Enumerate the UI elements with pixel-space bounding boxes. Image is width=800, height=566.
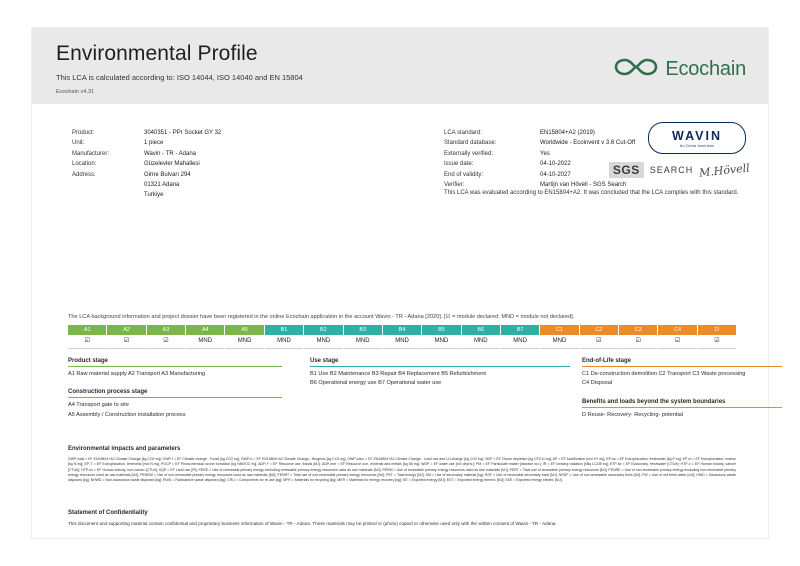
product-stage-title: Product stage: [68, 358, 282, 367]
module-mark: ☑: [698, 335, 736, 349]
meta-key: Location:: [72, 161, 97, 168]
infinity-icon: [614, 56, 658, 83]
module-mark: MND: [304, 335, 342, 349]
module-cell: [186, 325, 225, 349]
module-mark: MND: [540, 335, 578, 349]
module-cell: [107, 325, 146, 349]
product-stage-section: [68, 358, 282, 420]
verification-note: This LCA was evaluated according to EN15804+A2. It was concluded that the LCA complies with this standard.: [444, 190, 739, 196]
lca-metadata: [444, 128, 635, 190]
use-stage-item-1: B1 Use B2 Maintenance B3 Repair B4 Replacement B5 Refurbishment: [310, 371, 486, 377]
meta-key: Verifier:: [444, 182, 465, 189]
use-stage-title: Use stage: [310, 358, 570, 367]
module-code: B4: [383, 325, 421, 335]
use-stage-item-2: B6 Operational energy use B7 Operational water use: [310, 380, 442, 387]
wavin-logo-tagline: An Orbia business: [679, 143, 715, 148]
construction-stage-title: Construction process stage: [68, 389, 282, 398]
meta-value: Martijn van Hövell - SGS Search: [540, 182, 627, 189]
module-cell: [68, 325, 107, 349]
module-mark: ☑: [147, 335, 185, 349]
module-cell: [658, 325, 697, 349]
page-title: Environmental Profile: [56, 42, 258, 65]
meta-item: [72, 149, 221, 159]
construction-stage-item-1: A4 Transport gate to site: [68, 402, 129, 409]
module-mark: MND: [344, 335, 382, 349]
module-cell: [619, 325, 658, 349]
module-code: D: [698, 325, 736, 335]
module-cell: [304, 325, 343, 349]
module-mark: MND: [265, 335, 303, 349]
wavin-logo-name: WAVIN: [671, 128, 723, 143]
meta-item: [444, 149, 635, 159]
module-code: B6: [462, 325, 500, 335]
module-cell: [383, 325, 422, 349]
meta-value: 3040351 - PPr Socket GY 32: [144, 130, 222, 136]
meta-item: [444, 159, 635, 169]
eol-stage-section: [582, 358, 782, 420]
meta-item: [72, 170, 221, 180]
module-mark: ☑: [107, 335, 145, 349]
verifier-marks: [609, 162, 750, 178]
module-mark: ☑: [580, 335, 618, 349]
module-code: A1: [68, 325, 106, 335]
meta-item: [444, 138, 635, 148]
meta-item: [72, 159, 221, 169]
meta-value: EN15804+A2 (2019): [540, 130, 595, 136]
meta-key: LCA standard:: [444, 130, 483, 136]
meta-key: Standard database:: [444, 140, 497, 147]
module-code: B1: [265, 325, 303, 335]
module-code: B2: [304, 325, 342, 335]
module-mark: MND: [501, 335, 539, 349]
wavin-logo: [648, 122, 746, 154]
meta-item: [72, 128, 221, 138]
module-mark: MND: [462, 335, 500, 349]
module-code: C1: [540, 325, 578, 335]
brand-name: Ecochain: [665, 58, 746, 80]
module-cell: [225, 325, 264, 349]
module-mark: MND: [186, 335, 224, 349]
document-header: [32, 28, 768, 104]
eol-stage-item-1: C1 De-construction demolition C2 Transport C3 Waste processing: [582, 371, 746, 377]
meta-value: Wavin - TR - Adana: [144, 150, 197, 157]
meta-value: Yes: [540, 150, 550, 157]
module-code: A3: [147, 325, 185, 335]
meta-key: Issue date:: [444, 161, 474, 168]
meta-value: 1 piece: [144, 140, 164, 147]
module-code: C2: [580, 325, 618, 335]
module-mark: ☑: [619, 335, 657, 349]
product-stage-items: A1 Raw material supply A2 Transport A3 Manufacturing: [68, 371, 206, 377]
search-wordmark: SEARCH: [649, 165, 694, 175]
use-stage-section: [310, 358, 570, 389]
module-cell: [265, 325, 304, 349]
meta-key: [72, 190, 144, 200]
meta-value: Turkiye: [144, 192, 164, 199]
module-code: B3: [344, 325, 382, 335]
module-cell: [422, 325, 461, 349]
meta-key: Manufacturer:: [72, 150, 110, 157]
meta-value: 04-10-2027: [540, 171, 571, 178]
statement-title: Statement of Confidentiality: [68, 510, 148, 516]
meta-key: Externally verified:: [444, 150, 494, 157]
meta-key: End of validity:: [444, 171, 484, 178]
module-mark: ☑: [658, 335, 696, 349]
meta-value: Worldwide - Ecoinvent v 3.6 Cut-Off: [540, 140, 636, 147]
benefits-items: D Reuse- Recovery- Recycling- potential: [582, 411, 684, 418]
meta-item: [72, 138, 221, 148]
header-version: Ecochain v4.31: [56, 89, 95, 95]
module-code: C4: [658, 325, 696, 335]
metadata-section: [32, 104, 768, 222]
benefits-section: [582, 399, 782, 420]
construction-stage-item-2: A5 Assembly / Construction installation process: [68, 411, 186, 418]
module-code: A5: [225, 325, 263, 335]
benefits-title: Benefits and loads beyond the system boundaries: [582, 399, 782, 408]
verifier-signature: M.Hövell: [698, 160, 751, 180]
product-metadata: [72, 128, 221, 201]
meta-key: Address:: [72, 171, 96, 178]
meta-value: 04-10-2022: [540, 161, 571, 168]
meta-key: [72, 180, 144, 190]
meta-item: [444, 180, 635, 190]
environmental-profile-sheet: [32, 28, 768, 538]
meta-item: [444, 170, 635, 180]
module-cell: [344, 325, 383, 349]
modules-table: [68, 325, 736, 349]
meta-key: Product:: [72, 130, 95, 136]
eol-stage-title: End-of-Life stage: [582, 358, 782, 367]
meta-item: [444, 128, 635, 138]
module-code: C3: [619, 325, 657, 335]
meta-value: Güzelevler Mahallesi: [144, 161, 200, 168]
module-code: A2: [107, 325, 145, 335]
module-cell: [462, 325, 501, 349]
module-cell: [147, 325, 186, 349]
module-code: B5: [422, 325, 460, 335]
meta-key: Unit:: [72, 140, 85, 147]
module-cell: [540, 325, 579, 349]
module-cell: [698, 325, 736, 349]
module-cell: [501, 325, 540, 349]
eol-stage-item-2: C4 Disposal: [582, 380, 613, 387]
module-cell: [580, 325, 619, 349]
legend-title: Environmental impacts and parameters: [68, 446, 181, 452]
module-mark: MND: [383, 335, 421, 349]
module-mark: MND: [225, 335, 263, 349]
legend-body: GWP-total = EF EN15804+A2 Climate Change [kg CO2 eq]; GWP-f = EF Climate change - Fossil [kg CO2 eq]; GWP-b = EF EN15804+A2 Climate Change - Biogenic [kg CO2 eq]; GWP-luluc = EF EN15804+A2 Climate Change - Land use and LU change [kg CO2 eq]; ODP = EF Ozone depletion [kg CFC11 eq]; AP = EF Acidification [mol H+ eq]; EP-fw = EF Eutrophication, freshwater [kg P eq]; EP-m = EF Eutrophication, marine [kg N eq]; EP-T = EF Eutrophication, terrestrial [mol N eq]; POCP = EF Photochemical ozone formation [kg NMVOC eq]; ADP-F = EF Resource use, fossils [MJ]; ADP-mm = EF Resource use, minerals and metals [kg Sb eq]; WDP = EF water use [m3 depriv.]; PM = EF Particulate matter [disease inc.]; IR = EF Ionising radiation [kBq U-235 eq]; ETP-fw = EF Ecotoxicity, freshwater [CTUe]; HTP-c = EF Human toxicity, cancer [CTUh]; HTP-nc = EF Human toxicity, non-cancer [CTUh]; SQP = EF Land use [Pt]; PERE = Use of renewable primary energy excluding renewable primary energy resources used as raw materials [MJ]; PERM = Use of renewable primary energy resources used as raw materials [MJ]; PERT = Total use of renewable primary energy resources [MJ]; PENRE = Use of non-renewable primary energy excluding non-renewable primary energy resources used as raw materials [MJ]; PENRM = Use of non-renewable primary energy resources used as raw materials [MJ]; PENRT = Total use of non-renewable primary energy resources [MJ]; PET = Total energy [MJ]; SM = Use of secondary material [kg]; RSF = Use of renewable secondary fuels [MJ]; NRSF = Use of non-renewable secondary fuels [MJ]; FW = Use of net fresh water [m3]; HWD = Hazardous waste disposed [kg]; NHWD = Non-hazardous waste disposed [kg]; RWD = Radioactive waste disposed [kg]; CRU = Components for re-use [kg]; MFR = Materials for recycling [kg]; MER = Materials for energy recovery [kg]; EE = Exported energy [MJ]; EET = Exported energy thermic [MJ]; EEE = Exported energy electric [MJ].: [68, 457, 736, 483]
header-subtitle: This LCA is calculated according to: ISO 14044, ISO 14040 and EN 15804: [56, 73, 303, 82]
module-mark: MND: [422, 335, 460, 349]
meta-item: [72, 180, 221, 190]
ecochain-logo: [614, 56, 746, 83]
registration-note: The LCA background information and project dossier have been registered in the online Ecochain application in the account Wavin - TR - Adana [2020]. [☑ = module declared; MND = module not declared].: [68, 314, 575, 320]
sgs-logo: SGS: [609, 162, 644, 178]
module-mark: ☑: [68, 335, 106, 349]
meta-value: Girne Bulvarı 294: [144, 171, 191, 178]
meta-value: 01321 Adana: [144, 182, 180, 189]
meta-item: [72, 190, 221, 200]
statement-body: This document and supporting material contain confidential and proprietary business information of Wavin - TR - Adana. These materials may be printed or (photo) copied or otherwise used only with the written consent of Wavin - TR - Adana.: [68, 521, 557, 526]
module-code: A4: [186, 325, 224, 335]
module-code: B7: [501, 325, 539, 335]
construction-stage-section: [68, 389, 282, 420]
